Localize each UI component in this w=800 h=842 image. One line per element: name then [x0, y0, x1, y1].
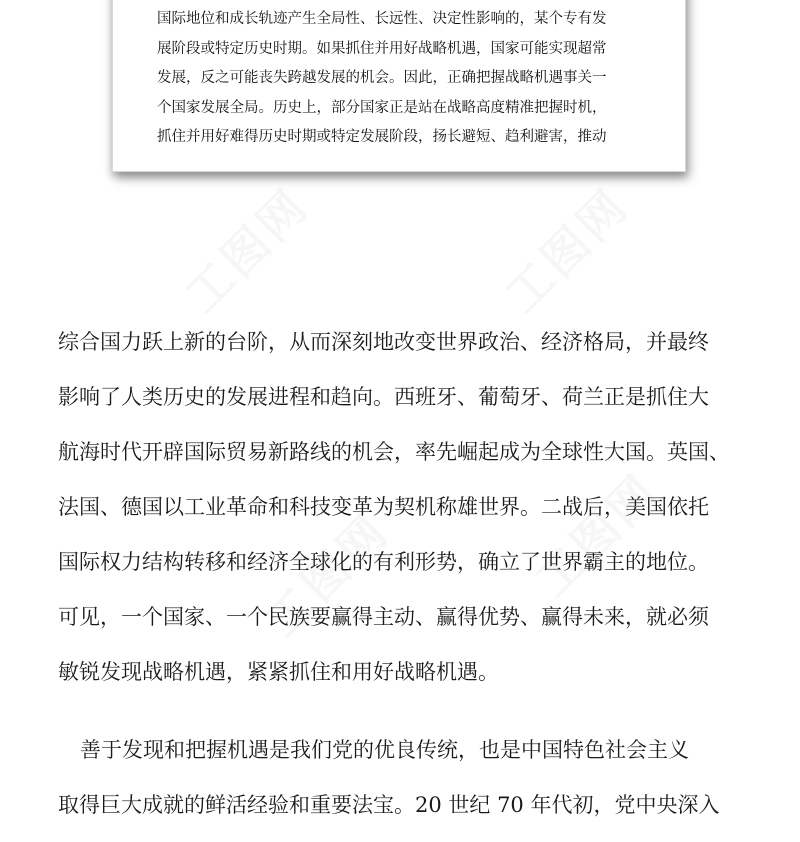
paragraph-gap	[58, 709, 758, 732]
watermark: 工图网	[494, 177, 640, 323]
paragraph-1	[58, 324, 758, 709]
watermark: 工图网	[524, 462, 670, 608]
text-line: 善于发现和把握机遇是我们党的优良传统，也是中国特色社会主义	[80, 738, 689, 762]
excerpt-line: 国际地位和成长轨迹产生全局性、长远性、决定性影响的，某个专有发	[157, 11, 607, 27]
watermark: 工图网	[254, 502, 400, 648]
text-line: 法国、德国以工业革命和科技变革为契机称雄世界。二战后，美国依托	[58, 495, 709, 519]
article-body	[58, 324, 758, 842]
text-line: 影响了人类历史的发展进程和趋向。西班牙、葡萄牙、荷兰正是抓住大	[58, 385, 709, 409]
text-line: 国际权力结构转移和经济全球化的有利形势，确立了世界霸主的地位。	[58, 550, 709, 574]
watermark: 工图网	[174, 177, 320, 323]
text-line: 综合国力跃上新的台阶，从而深刻地改变世界政治、经济格局，并最终	[58, 330, 709, 354]
paragraph-2	[58, 732, 758, 842]
excerpt-line: 展阶段或特定历史时期。如果抓住并用好战略机遇，国家可能实现超常	[157, 40, 607, 57]
text-line: 可见，一个国家、一个民族要赢得主动、赢得优势、赢得未来，就必须	[58, 605, 709, 629]
excerpt-card	[112, 0, 686, 172]
excerpt-line: 发展，反之可能丧失跨越发展的机会。因此，正确把握战略机遇事关一	[157, 70, 607, 87]
excerpt-text	[157, 5, 657, 153]
excerpt-line: 抓住并用好难得历史时期或特定发展阶段，扬长避短、趋利避害，推动	[157, 129, 607, 146]
text-line: 取得巨大成就的鲜活经验和重要法宝。20 世纪 70 年代初，党中央深入	[58, 793, 720, 817]
text-line: 航海时代开辟国际贸易新路线的机会，率先崛起成为全球性大国。英国、	[58, 440, 730, 464]
text-line: 敏锐发现战略机遇，紧紧抓住和用好战略机遇。	[58, 660, 499, 684]
excerpt-line: 个国家发展全局。历史上，部分国家正是站在战略高度精准把握时机，	[157, 99, 607, 116]
